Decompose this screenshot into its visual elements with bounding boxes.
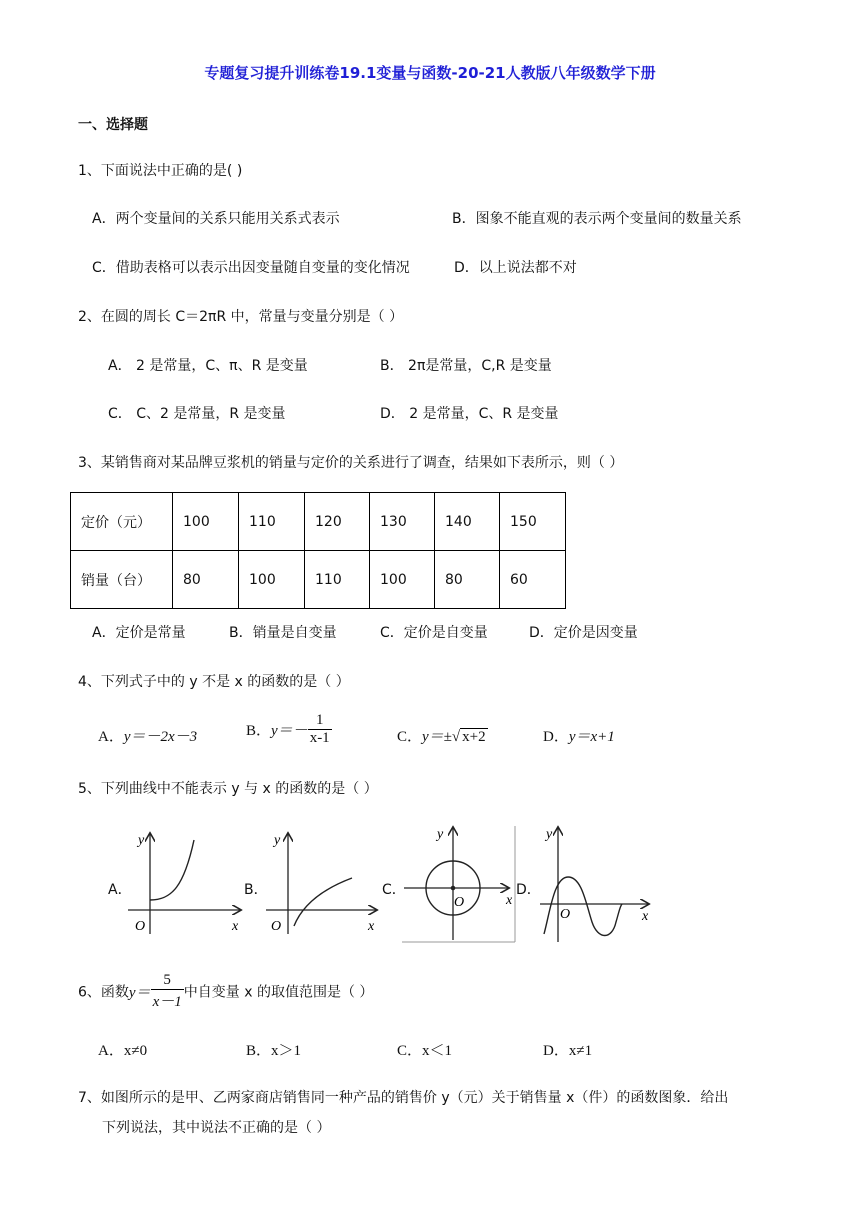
- y-axis-label: y: [546, 827, 553, 842]
- q6-option-c: C．x＜1: [397, 1043, 453, 1059]
- q4-stem: 4、下列式子中的 y 不是 x 的函数的是（ ）: [78, 674, 350, 690]
- origin-label: O: [454, 895, 465, 910]
- q5-label-c: C．: [382, 882, 406, 898]
- q1-option-a: A．两个变量间的关系只能用关系式表示: [92, 211, 340, 227]
- q6-option-a: A．x≠0: [98, 1043, 148, 1059]
- curve: [150, 840, 194, 900]
- numerator: 5: [163, 972, 171, 988]
- formula: y＝－2x－3: [123, 729, 198, 745]
- option-label: A．: [98, 729, 124, 745]
- x-axis-label: x: [368, 919, 375, 934]
- radical-sign: √: [451, 729, 461, 745]
- denominator: x－1: [151, 989, 184, 1011]
- q4-option-d: [543, 725, 615, 746]
- formula-lhs: y＝: [128, 985, 151, 1001]
- q2-option-a: A． 2 是常量，C、π、R 是变量: [108, 358, 308, 374]
- q6-stem: [78, 972, 373, 1011]
- price-sales-table: [70, 492, 566, 609]
- graph-c: [402, 822, 518, 946]
- table-cell: 150: [500, 493, 566, 551]
- table-cell: 60: [500, 551, 566, 609]
- q6-suffix: 中自变量 x 的取值范围是（ ）: [183, 984, 374, 1001]
- section-heading: 一、选择题: [78, 117, 148, 133]
- origin-label: O: [560, 907, 571, 922]
- q1-option-d: D．以上说法都不对: [454, 260, 577, 276]
- option-label: D．: [543, 729, 569, 745]
- q5-label-a: A．: [108, 882, 132, 898]
- page-title: 专题复习提升训练卷19.1变量与函数-20-21人教版八年级数学下册: [204, 64, 656, 82]
- table-cell: 100: [239, 551, 305, 609]
- x-axis-label: x: [642, 909, 649, 924]
- q4-option-c: [397, 725, 488, 746]
- table-cell: 110: [305, 551, 370, 609]
- numerator: 1: [315, 712, 324, 728]
- formula: y＝x+1: [568, 729, 615, 745]
- option-label: C．: [397, 729, 423, 745]
- q3-stem: 3、某销售商对某品牌豆浆机的销量与定价的关系进行了调查，结果如下表所示，则（ ）: [78, 455, 624, 471]
- table-cell: 140: [435, 493, 500, 551]
- curve: [294, 878, 352, 926]
- origin-label: O: [271, 919, 282, 934]
- q5-stem: 5、下列曲线中不能表示 y 与 x 的函数的是（ ）: [78, 781, 378, 797]
- q4-option-a: [98, 725, 197, 746]
- table-cell: 100: [173, 493, 239, 551]
- radicand: x+2: [462, 729, 486, 745]
- table-cell: 销量（台）: [71, 551, 173, 609]
- q4-option-b: [246, 712, 332, 747]
- q7-stem-line1: 7、如图所示的是甲、乙两家商店销售同一种产品的销售价 y（元）关于销售量 x（件）的函数图象．给出: [78, 1090, 729, 1106]
- y-axis-label: y: [274, 833, 281, 848]
- q2-option-c: C． C、2 是常量，R 是变量: [108, 406, 286, 422]
- table-cell: 120: [305, 493, 370, 551]
- q1-option-b: B．图象不能直观的表示两个变量间的数量关系: [452, 211, 742, 227]
- table-row: [71, 551, 566, 609]
- x-axis-label: x: [506, 893, 513, 908]
- formula-lhs: y＝－: [271, 723, 308, 739]
- q3-option-a: A．定价是常量: [92, 625, 186, 641]
- q3-option-c: C．定价是自变量: [380, 625, 488, 641]
- curve: [544, 877, 622, 936]
- graph-a: [122, 826, 250, 938]
- table-row: [71, 493, 566, 551]
- y-axis-label: y: [437, 827, 444, 842]
- origin-label: O: [135, 919, 146, 934]
- q1-option-c: C．借助表格可以表示出因变量随自变量的变化情况: [92, 260, 410, 276]
- q6-option-b: B．x＞1: [246, 1043, 302, 1059]
- y-axis-label: y: [138, 833, 145, 848]
- denominator: x-1: [309, 730, 330, 746]
- q5-label-b: B．: [244, 882, 268, 898]
- q6-option-d: D．x≠1: [543, 1043, 593, 1059]
- q3-option-d: D．定价是因变量: [529, 625, 638, 641]
- q2-option-b: B． 2π是常量，C,R 是变量: [380, 358, 552, 374]
- q2-stem: 2、在圆的周长 C＝2πR 中，常量与变量分别是（ ）: [78, 309, 404, 325]
- table-cell: 100: [370, 551, 435, 609]
- table-cell: 定价（元）: [71, 493, 173, 551]
- graph-b: [262, 826, 386, 938]
- graph-d: [536, 822, 656, 946]
- center-point: [451, 886, 456, 891]
- q6-prefix: 6、函数: [78, 984, 129, 1001]
- q2-option-d: D． 2 是常量，C、R 是变量: [380, 406, 559, 422]
- table-cell: 80: [435, 551, 500, 609]
- x-axis-label: x: [232, 919, 239, 934]
- fraction: [308, 712, 332, 747]
- option-label: B．: [246, 723, 272, 739]
- q5-label-d: D．: [516, 882, 541, 898]
- table-cell: 80: [173, 551, 239, 609]
- table-cell: 110: [239, 493, 305, 551]
- table-cell: 130: [370, 493, 435, 551]
- q7-stem-line2: 下列说法，其中说法不正确的是（ ）: [102, 1120, 331, 1136]
- q1-stem: 1、下面说法中正确的是( ): [78, 163, 243, 179]
- formula-lhs: y＝±: [422, 729, 452, 745]
- fraction: [151, 972, 184, 1011]
- q3-option-b: B．销量是自变量: [229, 625, 337, 641]
